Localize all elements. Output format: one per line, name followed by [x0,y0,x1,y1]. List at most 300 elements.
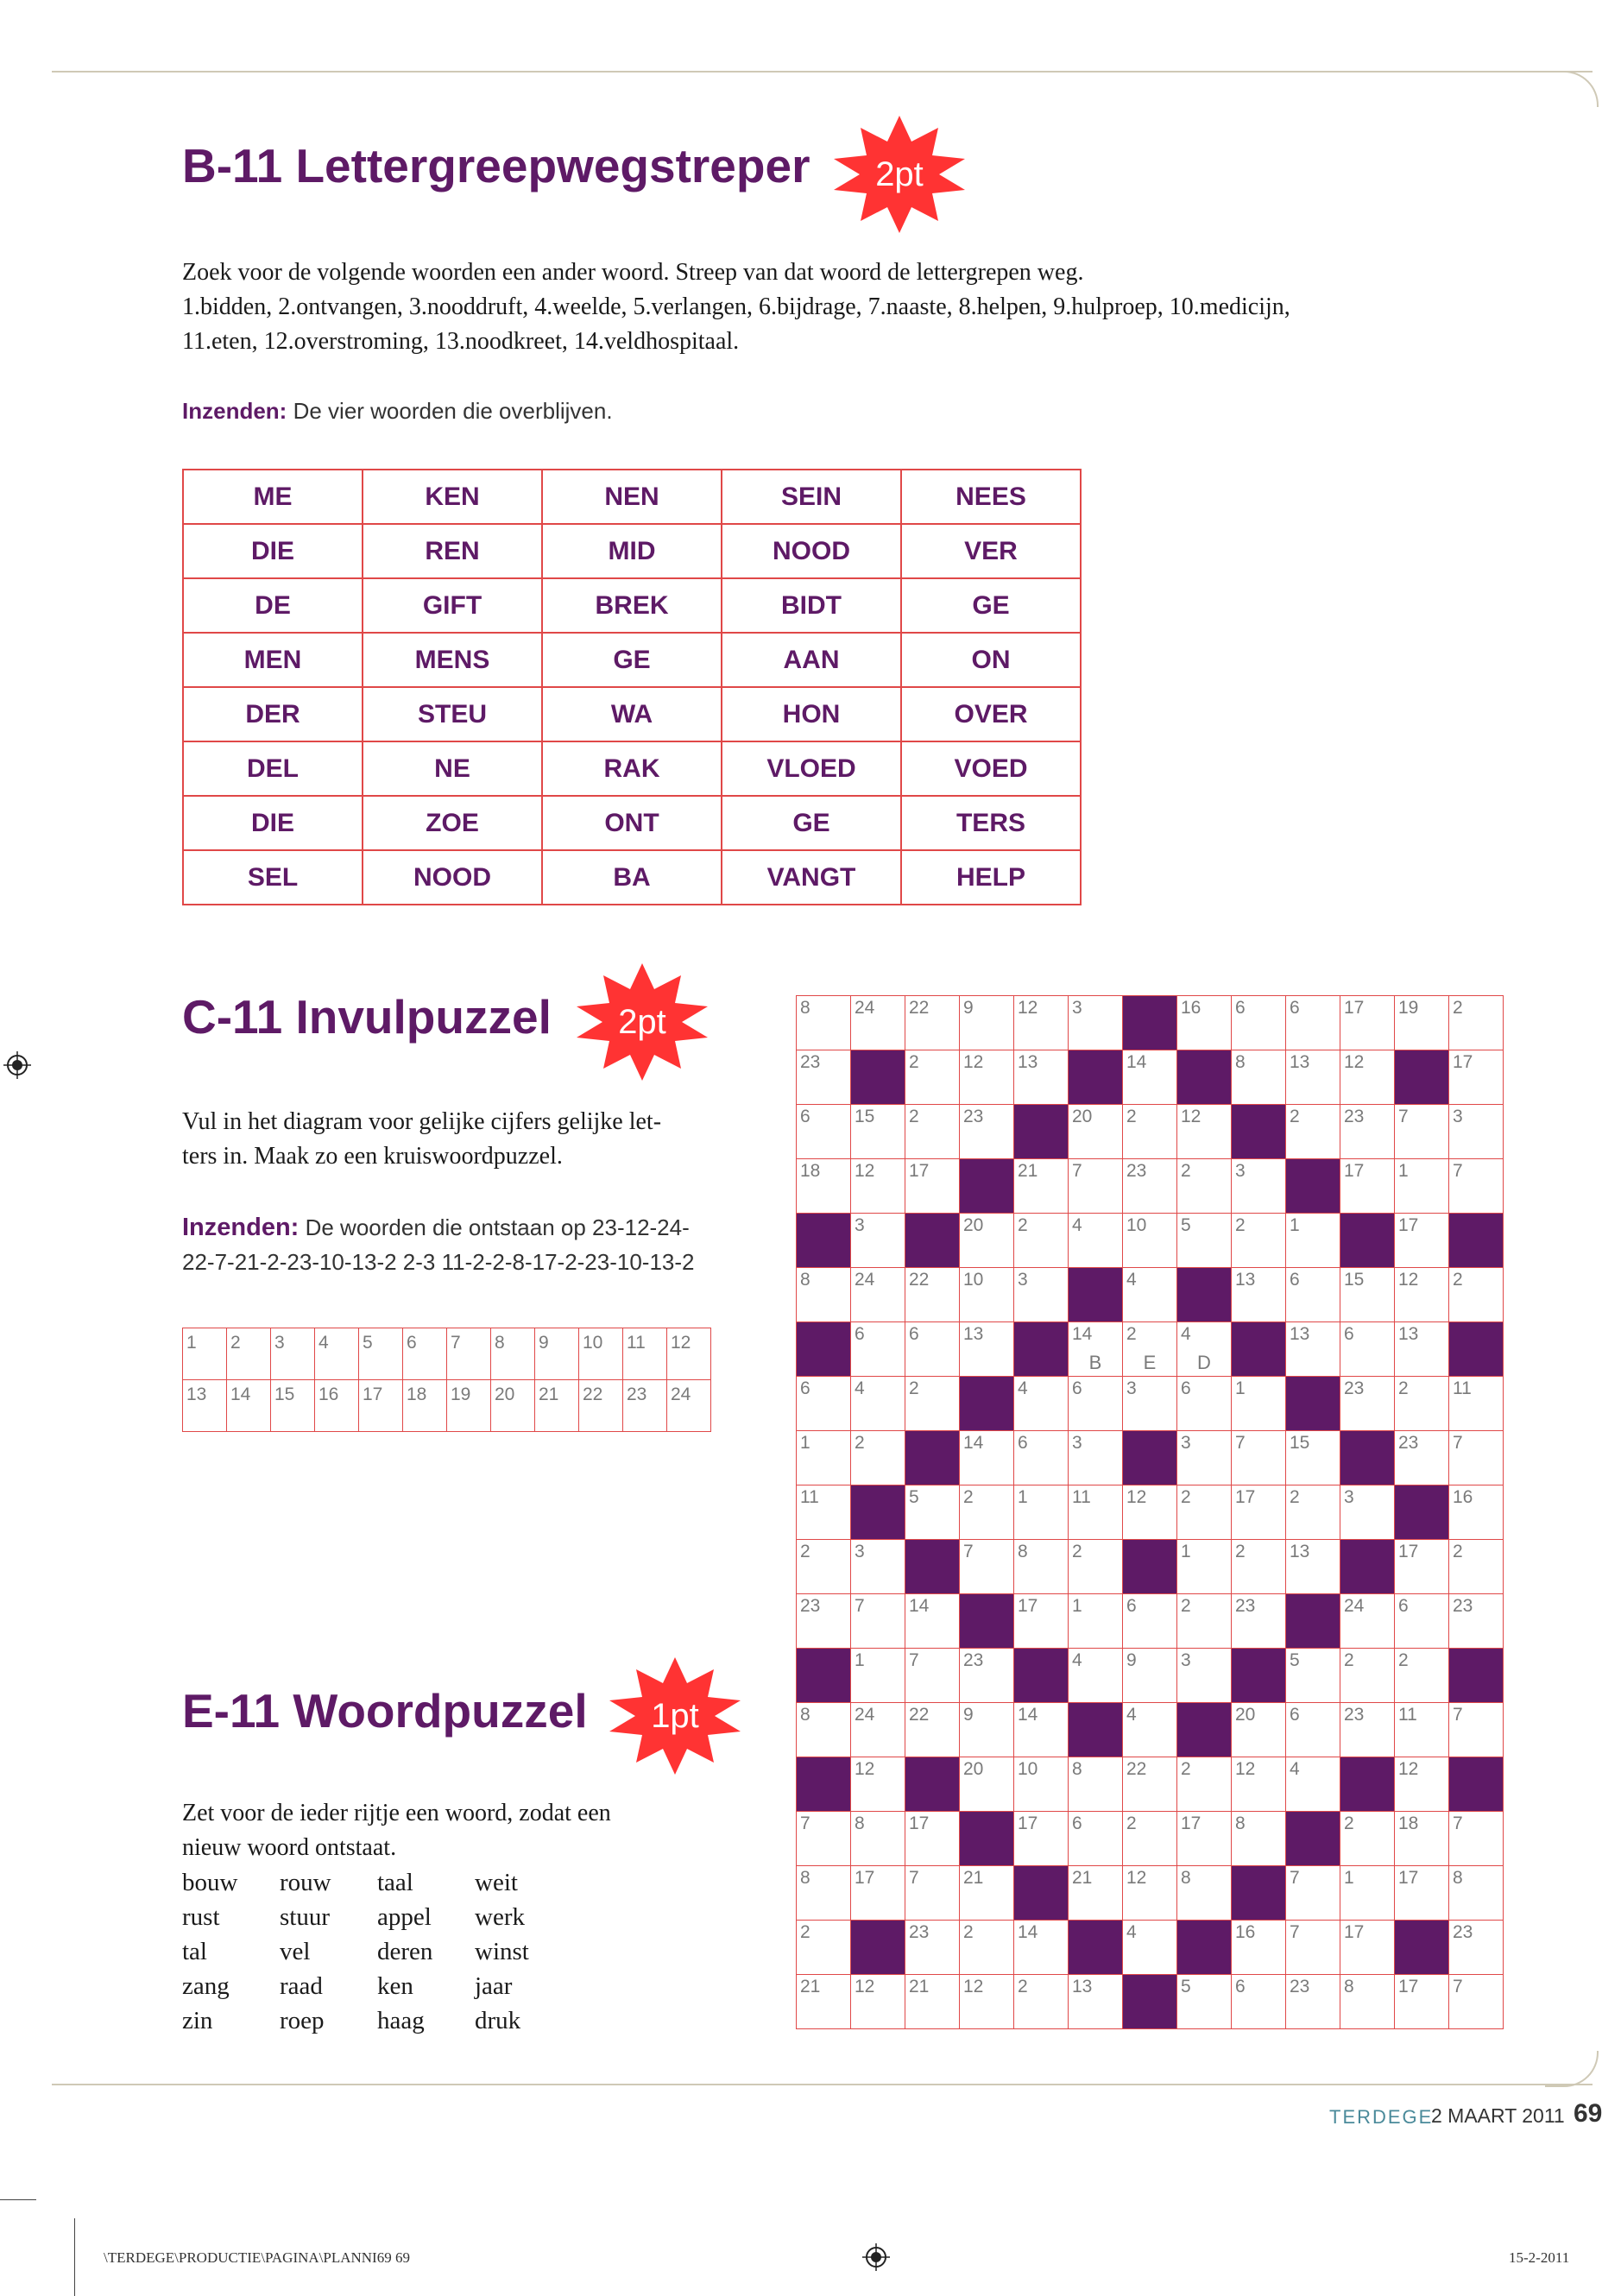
crossword-cell-number: 23 [1290,1977,1310,1996]
crossword-cell[interactable] [1014,1159,1069,1214]
crossword-cell[interactable] [960,1703,1014,1757]
key-cell[interactable]: 19 [447,1380,491,1432]
crossword-cell[interactable] [1286,1268,1340,1322]
crossword-cell[interactable] [1177,1159,1232,1214]
crossword-cell[interactable] [1123,1866,1177,1921]
crossword-cell[interactable] [1014,1757,1069,1812]
crossword-cell[interactable] [797,1540,851,1594]
key-cell[interactable]: 21 [535,1380,579,1432]
key-cell[interactable]: 15 [271,1380,315,1432]
crossword-cell[interactable] [960,1975,1014,2029]
syllable-cell: KEN [363,470,542,524]
key-cell[interactable]: 14 [227,1380,271,1432]
crossword-cell-number: 16 [1453,1487,1473,1507]
key-row [183,1328,711,1380]
crossword-cell[interactable] [797,1921,851,1975]
crossword-cell[interactable] [1069,996,1123,1050]
word-item: winst [475,1938,529,1965]
crossword-cell[interactable] [1286,1649,1340,1703]
key-cell[interactable]: 20 [491,1380,535,1432]
crossword-cell[interactable] [960,1649,1014,1703]
crossword-cell[interactable] [851,1866,905,1921]
crossword-cell-number: 17 [1181,1813,1202,1833]
registration-mark-icon [3,1051,31,1079]
crossword-cell[interactable] [960,1105,1014,1159]
crossword-cell-number: 5 [1181,1215,1191,1235]
crossword-cell[interactable] [851,1594,905,1649]
crossword-black-cell [1014,1866,1069,1921]
crossword-cell[interactable] [1286,1703,1340,1757]
key-cell[interactable]: 6 [403,1328,447,1380]
crossword-cell-number: 7 [1453,1433,1463,1453]
crossword-cell[interactable] [1177,1812,1232,1866]
crossword-cell-number: 6 [1290,998,1300,1018]
crossword-cell[interactable] [1123,1268,1177,1322]
crossword-black-cell [1340,1757,1395,1812]
crossword-cell[interactable] [1340,1050,1395,1105]
crossword-cell-number: 17 [1018,1596,1038,1616]
crossword-cell[interactable] [1395,1322,1449,1377]
crossword-cell[interactable] [851,1159,905,1214]
syllable-cell: VLOED [722,741,901,796]
crossword-cell[interactable] [905,1105,960,1159]
crossword-cell[interactable] [1232,1214,1286,1268]
crossword-cell-letter: D [1197,1352,1211,1373]
crossword-cell[interactable] [1123,1649,1177,1703]
crossword-cell-number: 12 [855,1161,875,1181]
crossword-cell[interactable] [1123,1812,1177,1866]
crossword-black-cell [1014,1105,1069,1159]
crossword-cell[interactable] [1340,1594,1395,1649]
key-cell[interactable]: 13 [183,1380,227,1432]
crossword-cell[interactable] [1395,1649,1449,1703]
crossword-cell[interactable] [1395,996,1449,1050]
crossword-cell[interactable] [1395,1812,1449,1866]
crossword-cell[interactable] [797,1431,851,1485]
crossword-cell[interactable] [1340,1921,1395,1975]
crossword-cell[interactable] [797,1703,851,1757]
crossword-cell[interactable] [1449,1866,1504,1921]
letter-key-grid [182,1328,711,1432]
crossword-cell[interactable] [1232,1431,1286,1485]
crossword-cell[interactable] [1232,1757,1286,1812]
crossword-cell[interactable] [1449,996,1504,1050]
crossword-cell[interactable] [1340,1812,1395,1866]
crossword-cell[interactable] [797,1050,851,1105]
crossword-cell[interactable] [851,1975,905,2029]
crossword-cell[interactable] [1014,1812,1069,1866]
crossword-cell[interactable] [1014,1975,1069,2029]
crossword-cell[interactable] [1395,1268,1449,1322]
crossword-cell[interactable] [851,996,905,1050]
crossword-cell[interactable] [1069,1975,1123,2029]
crossword-cell[interactable] [1449,1377,1504,1431]
crossword-cell-number: 6 [1235,1977,1246,1996]
crossword-cell[interactable] [1340,1105,1395,1159]
crossword-cell[interactable] [1286,1975,1340,2029]
crossword-cell[interactable] [1123,1050,1177,1105]
crossword-cell[interactable] [905,996,960,1050]
crossword-cell[interactable] [1014,1268,1069,1322]
syllable-cell: NEN [542,470,722,524]
crossword-cell-number: 21 [800,1977,821,1996]
crossword-cell[interactable] [1340,1703,1395,1757]
key-cell[interactable]: 16 [315,1380,359,1432]
key-cell[interactable]: 12 [667,1328,711,1380]
crossword-cell[interactable] [1449,1975,1504,2029]
crossword-cell[interactable] [1232,1159,1286,1214]
crossword-cell[interactable] [851,1703,905,1757]
key-cell[interactable]: 5 [359,1328,403,1380]
crossword-cell[interactable] [1340,996,1395,1050]
crossword-cell[interactable] [905,1322,960,1377]
crossword-cell[interactable] [797,1866,851,1921]
key-cell[interactable]: 11 [623,1328,667,1380]
crossword-cell[interactable] [851,1757,905,1812]
crossword-cell[interactable] [1123,1159,1177,1214]
crossword-cell-number: 18 [800,1161,821,1181]
crossword-cell[interactable] [1177,1594,1232,1649]
crossword-cell-number: 11 [1398,1705,1417,1725]
crossword-cell[interactable] [1069,1540,1123,1594]
crossword-cell-number: 2 [1453,1542,1463,1561]
crossword-cell-number: 1 [855,1650,865,1670]
crossword-cell[interactable] [1340,1485,1395,1540]
crossword-cell[interactable] [1232,1975,1286,2029]
crossword-cell-number: 4 [1072,1215,1082,1235]
crossword-cell[interactable] [1395,1975,1449,2029]
crossword-cell[interactable] [905,1812,960,1866]
crossword-cell[interactable] [1449,1159,1504,1214]
crossword-cell[interactable] [1014,1431,1069,1485]
crossword-cell[interactable] [960,1921,1014,1975]
crossword-cell[interactable] [1449,1921,1504,1975]
crossword-cell[interactable] [1286,1540,1340,1594]
crossword-cell[interactable] [905,1159,960,1214]
crossword-cell[interactable] [960,1431,1014,1485]
crossword-cell[interactable] [1232,1268,1286,1322]
b11-submit-text: De vier woorden die overblijven. [293,398,613,424]
crossword-cell[interactable] [1069,1649,1123,1703]
crossword-cell[interactable] [1395,1866,1449,1921]
crossword-cell[interactable] [1123,1757,1177,1812]
crossword-cell[interactable] [1069,1757,1123,1812]
key-cell[interactable]: 1 [183,1328,227,1380]
crossword-cell[interactable] [1340,1159,1395,1214]
crossword-cell[interactable] [1069,1159,1123,1214]
crossword-cell[interactable] [1340,1866,1395,1921]
crossword-cell[interactable] [1123,1703,1177,1757]
crossword-cell[interactable] [1286,1485,1340,1540]
crossword-cell[interactable] [1069,1485,1123,1540]
crossword-cell[interactable] [851,1649,905,1703]
syllable-row [183,578,1081,633]
syllable-cell: BA [542,850,722,905]
crossword-cell[interactable] [905,1703,960,1757]
crossword-cell[interactable] [1449,1268,1504,1322]
crossword-cell[interactable] [1177,1866,1232,1921]
crossword-cell[interactable] [1123,1921,1177,1975]
crossword-cell-number: 2 [1126,1324,1137,1344]
crossword-cell[interactable] [1014,1485,1069,1540]
crossword-cell[interactable] [1177,1757,1232,1812]
crossword-cell[interactable] [851,1268,905,1322]
word-row [182,1900,572,1934]
crossword-cell[interactable] [905,1921,960,1975]
crossword-cell[interactable] [1286,1921,1340,1975]
key-cell[interactable]: 22 [579,1380,623,1432]
crossword-cell[interactable] [1069,1377,1123,1431]
crossword-cell[interactable] [851,1431,905,1485]
crossword-cell[interactable] [960,1866,1014,1921]
key-cell[interactable]: 8 [491,1328,535,1380]
crossword-cell[interactable] [1340,1975,1395,2029]
crossword-cell-number: 3 [1181,1650,1191,1670]
crossword-cell[interactable] [1449,1540,1504,1594]
crossword-cell[interactable] [797,1812,851,1866]
top-rule-corner [1545,71,1599,107]
crossword-cell-number: 2 [1126,1107,1137,1126]
crossword-cell[interactable] [1177,1431,1232,1485]
crossword-black-cell [1123,996,1177,1050]
crossword-cell-number: 7 [1235,1433,1246,1453]
crossword-cell[interactable] [1395,1757,1449,1812]
crossword-black-cell [1177,1268,1232,1322]
crossword-black-cell [797,1322,851,1377]
key-cell[interactable]: 7 [447,1328,491,1380]
crossword-cell[interactable] [1395,1703,1449,1757]
bottom-rule [52,2084,1593,2085]
crossword-cell[interactable] [1395,1594,1449,1649]
crossword-cell[interactable] [1069,1431,1123,1485]
crossword-cell[interactable] [797,1485,851,1540]
crossword-cell[interactable] [1069,1214,1123,1268]
crossword-cell[interactable] [1123,1594,1177,1649]
crossword-cell[interactable] [1014,1703,1069,1757]
crossword-cell[interactable] [1069,1105,1123,1159]
crossword-cell[interactable] [1123,1322,1177,1377]
key-cell[interactable]: 18 [403,1380,447,1432]
crossword-cell[interactable] [905,1268,960,1322]
crossword-cell[interactable] [1395,1105,1449,1159]
crossword-black-cell [1286,1377,1340,1431]
crossword-cell[interactable] [1449,1812,1504,1866]
crossword-cell[interactable] [1069,1866,1123,1921]
crossword-cell[interactable] [1014,1377,1069,1431]
crossword-cell-number: 8 [1018,1542,1028,1561]
crossword-cell[interactable] [851,1812,905,1866]
crossword-cell[interactable] [1177,1214,1232,1268]
crossword-cell[interactable] [1286,1866,1340,1921]
e11-badge-text: 1pt [651,1696,699,1735]
word-item: deren [377,1938,433,1965]
b11-instruction-line: Zoek voor de volgende woorden een ander woord. Streep van dat woord de lettergrepen weg. [182,259,1084,286]
crossword-cell[interactable] [797,1377,851,1431]
crossword-cell[interactable] [1232,1540,1286,1594]
crossword-cell[interactable] [1232,1050,1286,1105]
crossword-cell[interactable] [1395,1214,1449,1268]
crossword-cell[interactable] [1014,1540,1069,1594]
key-cell[interactable]: 2 [227,1328,271,1380]
crossword-cell[interactable] [851,1105,905,1159]
bottom-rule-corner [1545,2051,1599,2087]
syllable-cell: DIE [183,524,363,578]
crossword-cell[interactable] [1449,1703,1504,1757]
crossword-cell[interactable] [1340,1268,1395,1322]
key-cell[interactable]: 4 [315,1328,359,1380]
crossword-cell[interactable] [851,1322,905,1377]
crossword-cell-number: 20 [1235,1705,1256,1725]
crossword-cell[interactable] [960,1268,1014,1322]
key-cell[interactable]: 24 [667,1380,711,1432]
crossword-cell-number: 1 [1181,1542,1191,1561]
syllable-row [183,633,1081,687]
crossword-cell[interactable] [1340,1377,1395,1431]
key-cell[interactable]: 23 [623,1380,667,1432]
crossword-cell[interactable] [851,1540,905,1594]
crossword-cell[interactable] [905,1649,960,1703]
crossword-cell[interactable] [851,1377,905,1431]
crossword-cell[interactable] [1123,1485,1177,1540]
crossword-cell[interactable] [1177,1649,1232,1703]
crossword-cell[interactable] [1232,1812,1286,1866]
syllable-cell: NE [363,741,542,796]
crossword-cell[interactable] [1395,1540,1449,1594]
crossword-black-cell [797,1214,851,1268]
crossword-cell[interactable] [960,1540,1014,1594]
crossword-cell[interactable] [905,1866,960,1921]
crossword-cell-number: 24 [855,1705,875,1725]
crossword-cell[interactable] [797,1975,851,2029]
crossword-cell[interactable] [1340,1322,1395,1377]
crossword-black-cell [1123,1540,1177,1594]
crossword-cell[interactable] [960,1322,1014,1377]
crossword-cell[interactable] [1449,1431,1504,1485]
crossword-cell[interactable] [1286,1431,1340,1485]
key-cell[interactable]: 10 [579,1328,623,1380]
crossword-cell[interactable] [1449,1485,1504,1540]
crossword-cell[interactable] [960,1757,1014,1812]
crossword-cell-number: 6 [1290,1705,1300,1725]
crossword-cell[interactable] [1395,1159,1449,1214]
b11-instruction-line: 1.bidden, 2.ontvangen, 3.nooddruft, 4.weelde, 5.verlangen, 6.bijdrage, 7.naaste, 8.helpen, 9.hulproep, 10.medicijn, [182,293,1290,320]
crossword-cell[interactable] [1286,1214,1340,1268]
crossword-cell-number: 17 [1398,1868,1419,1888]
crossword-cell[interactable] [960,996,1014,1050]
crossword-cell[interactable] [1014,1594,1069,1649]
crossword-cell[interactable] [1286,1322,1340,1377]
crossword-cell-number: 2 [909,1052,919,1072]
crossword-cell-number: 11 [800,1487,819,1507]
crossword-cell[interactable] [1177,996,1232,1050]
crossword-cell-number: 7 [963,1542,974,1561]
crossword-cell[interactable] [1395,1377,1449,1431]
b11-points-badge [832,116,967,233]
crossword-cell[interactable] [1014,1921,1069,1975]
crossword-cell[interactable] [1069,1594,1123,1649]
crossword-cell[interactable] [905,1377,960,1431]
crossword-cell-number: 2 [1344,1650,1354,1670]
crossword-cell[interactable] [1232,1594,1286,1649]
syllable-cell: HELP [901,850,1081,905]
crossword-cell[interactable] [1395,1431,1449,1485]
crossword-cell[interactable] [797,1105,851,1159]
crossword-cell[interactable] [960,1485,1014,1540]
syllable-cell: GE [722,796,901,850]
crossword-cell-number: 15 [855,1107,875,1126]
crossword-cell[interactable] [797,1159,851,1214]
crossword-cell[interactable] [905,1050,960,1105]
crossword-cell[interactable] [1286,1757,1340,1812]
crossword-cell[interactable] [960,1214,1014,1268]
b11-submit-label: Inzenden: [182,398,287,424]
crossword-cell[interactable] [797,996,851,1050]
crossword-cell[interactable] [1286,1050,1340,1105]
crossword-cell[interactable] [1232,1703,1286,1757]
key-row [183,1380,711,1432]
crossword-cell[interactable] [1232,996,1286,1050]
key-cell[interactable]: 17 [359,1380,403,1432]
crossword-cell[interactable] [1123,1377,1177,1431]
crossword-cell[interactable] [797,1594,851,1649]
crossword-cell-number: 21 [1072,1868,1093,1888]
crossword-black-cell [1395,1485,1449,1540]
crossword-cell[interactable] [1177,1975,1232,2029]
c11-submit-text: De woorden die ontstaan op 23-12-24- [305,1214,690,1240]
crossword-cell[interactable] [1449,1594,1504,1649]
crossword-cell[interactable] [1014,1214,1069,1268]
key-cell[interactable]: 3 [271,1328,315,1380]
crossword-cell-number: 2 [800,1542,810,1561]
crossword-cell[interactable] [905,1485,960,1540]
crossword-cell[interactable] [1449,1050,1504,1105]
crossword-cell-number: 9 [1126,1650,1137,1670]
crossword-cell[interactable] [797,1268,851,1322]
crossword-cell-number: 16 [1235,1922,1256,1942]
key-cell[interactable]: 9 [535,1328,579,1380]
crossword-cell[interactable] [1232,1485,1286,1540]
crossword-cell-number: 6 [1072,1378,1082,1398]
crossword-cell[interactable] [1177,1540,1232,1594]
crossword-cell[interactable] [1232,1921,1286,1975]
crossword-row [797,1322,1504,1377]
crossword-cell[interactable] [1123,1105,1177,1159]
crossword-cell[interactable] [905,1975,960,2029]
crossword-black-cell [1449,1322,1504,1377]
crossword-cell[interactable] [1286,996,1340,1050]
crossword-cell[interactable] [1286,1105,1340,1159]
crossword-cell[interactable] [1177,1105,1232,1159]
word-item: taal [377,1869,413,1896]
syllable-cell: SEL [183,850,363,905]
crossword-cell[interactable] [1123,1214,1177,1268]
crossword-cell[interactable] [1177,1322,1232,1377]
crossword-cell[interactable] [851,1214,905,1268]
crossword-cell[interactable] [1014,1050,1069,1105]
crossword-cell[interactable] [1069,1322,1123,1377]
crossword-cell[interactable] [1014,996,1069,1050]
crossword-black-cell [797,1649,851,1703]
crossword-cell[interactable] [905,1594,960,1649]
crossword-cell[interactable] [1177,1377,1232,1431]
crossword-cell[interactable] [960,1050,1014,1105]
crossword-cell[interactable] [1177,1485,1232,1540]
crossword-cell-number: 10 [963,1270,984,1290]
crossword-cell[interactable] [1069,1812,1123,1866]
crossword-cell[interactable] [1232,1377,1286,1431]
crossword-cell[interactable] [1340,1649,1395,1703]
crossword-cell[interactable] [1449,1105,1504,1159]
